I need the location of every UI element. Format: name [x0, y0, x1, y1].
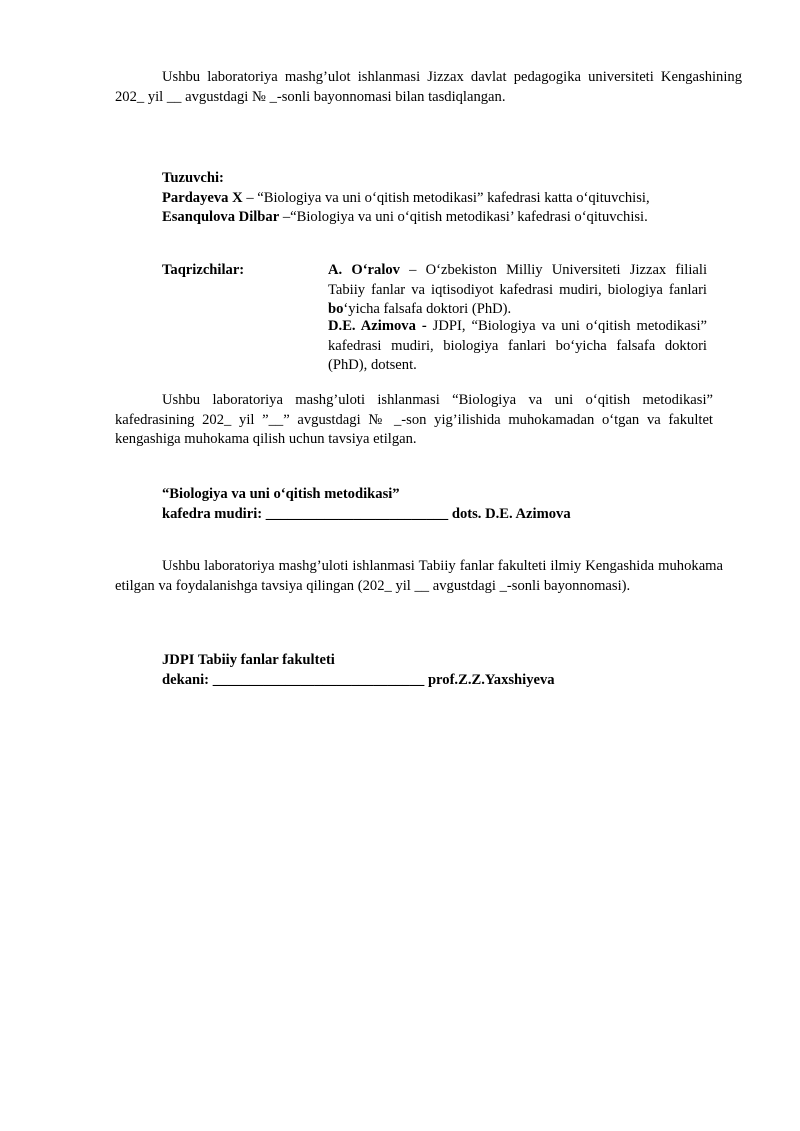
reviewer-2-name: D.E. Azimova -: [328, 318, 427, 334]
reviewer-1-desc-a: – O‘zbekiston Milliy Universiteti Jizzax filiali Tabiiy fanlar va iqtisodiyot kafedrasi mudiri, biologiya fanlari: [328, 262, 707, 298]
reviewers-heading: Taqrizchilar:: [162, 262, 245, 278]
authors-heading: Tuzuvchi:: [162, 170, 224, 186]
dean-signature-line: dekani: _____________________________ prof.Z.Z.Yaxshiyeva: [162, 671, 555, 688]
reviewer-1-desc-bold: bo: [328, 301, 344, 317]
authors-block: [162, 169, 722, 228]
dept-head-signature-line: kafedra mudiri: _________________________ dots. D.E. Azimova: [162, 505, 571, 522]
dept-head-block: [162, 485, 571, 524]
reviewer-1-name: A. O‘ralov: [328, 262, 400, 278]
faculty-recommendation-paragraph: Ushbu laboratoriya mashg’uloti ishlanmasi Tabiiy fanlar fakulteti ilmiy Kengashida muhokama etilgan va foydalanishga tavsiya qilingan (202_ yil __ avgustdagi _-sonli bayonnomasi).: [115, 558, 723, 594]
reviewer-2: [328, 317, 707, 376]
approval-paragraph: Ushbu laboratoriya mashg’ulot ishlanmasi Jizzax davlat pedagogika universiteti Kengashining 202_ yil __ avgustdagi № _-sonli bayonnomasi bilan tasdiqlangan.: [115, 69, 742, 105]
dept-head-name: dots. D.E. Azimova: [448, 505, 571, 522]
author-2: [162, 208, 722, 228]
author-1-role: – “Biologiya va uni o‘qitish metodikasi” kafedrasi katta o‘qituvchisi,: [242, 189, 650, 206]
author-2-role: –“Biologiya va uni o‘qitish metodikasi’ kafedrasi o‘qituvchisi.: [279, 209, 648, 225]
author-1-name: Pardayeva X: [162, 189, 243, 206]
dean-title: JDPI Tabiiy fanlar fakulteti: [162, 652, 335, 668]
dept-recommendation-paragraph: Ushbu laboratoriya mashg’uloti ishlanmasi “Biologiya va uni o‘qitish metodikasi” kafedrasining 202_ yil ”__” avgustdagi № _-son yig’ilishida muhokamadan o‘tgan va fakultet kengashiga muhokama qilish uchun tavsiya etilgan.: [115, 392, 713, 447]
reviewer-1-desc-b: ‘yicha falsafa doktori (PhD).: [343, 301, 512, 317]
dept-head-title: “Biologiya va uni o‘qitish metodikasi”: [162, 486, 400, 502]
signature-blank: _________________________: [265, 505, 449, 522]
dean-name: prof.Z.Z.Yaxshiyeva: [424, 671, 555, 688]
author-1: [162, 189, 722, 209]
author-2-name: Esanqulova Dilbar: [162, 209, 280, 225]
reviewer-1: [328, 261, 707, 320]
reviewer-2-desc: JDPI, “Biologiya va uni o‘qitish metodikasi” kafedrasi mudiri, biologiya fanlari bo‘yicha falsafa doktori (PhD), dotsent.: [328, 318, 707, 373]
signature-blank: _____________________________: [212, 671, 425, 688]
dean-block: [162, 651, 555, 690]
